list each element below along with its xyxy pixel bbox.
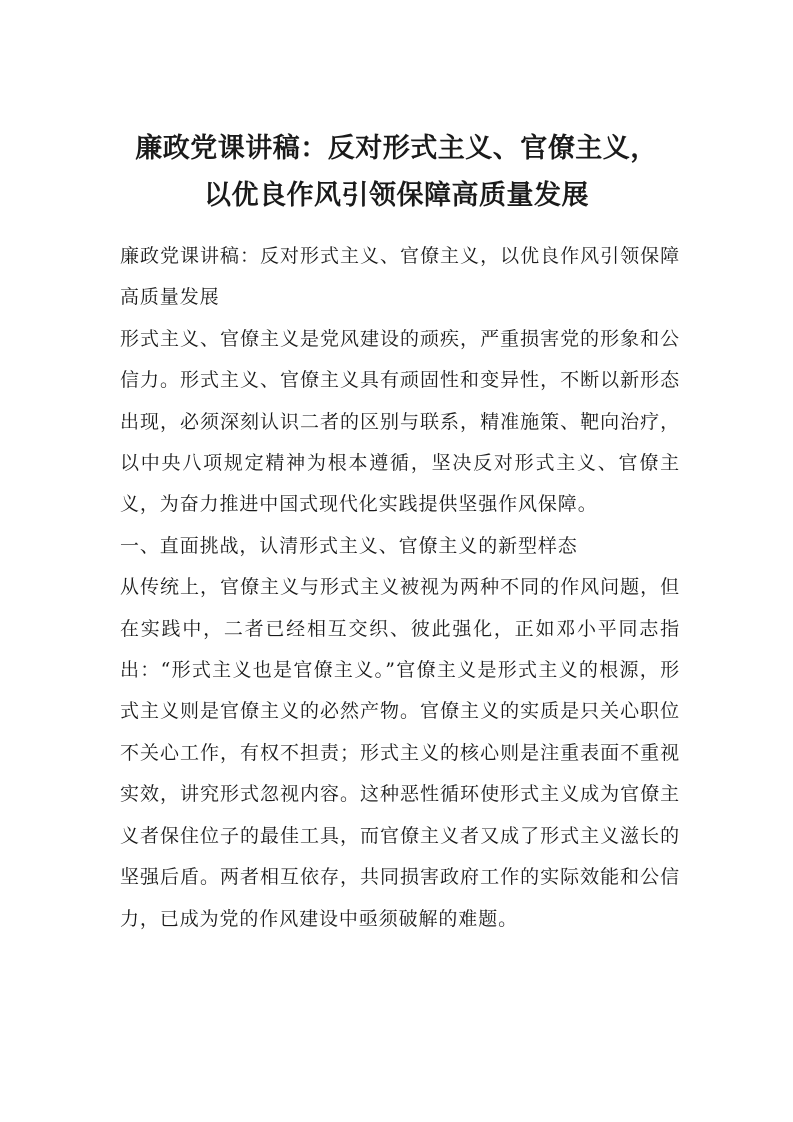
paragraph-intro: 形式主义、官僚主义是党风建设的顽疾，严重损害党的形象和公信力。形式主义、官僚主义具有顽固性和变异性，不断以新形态出现，必须深刻认识二者的区别与联系，精准施策、靶向治疗，以中央八项规定精神为根本遵循，坚决反对形式主义、官僚主义，为奋力推进中国式现代化实践提供坚强作风保障。 (120, 327, 680, 516)
paragraph-subtitle: 廉政党课讲稿：反对形式主义、官僚主义，以优良作风引领保障高质量发展 (120, 245, 680, 309)
paragraph-section-1: 从传统上，官僚主义与形式主义被视为两种不同的作风问题，但在实践中，二者已经相互交织、彼此强化，正如邓小平同志指出：“形式主义也是官僚主义。”官僚主义是形式主义的根源，形式主义则是官僚主义的必然产物。官僚主义的实质是只关心职位不关心工作，有权不担责；形式主义的核心则是注重表面不重视实效，讲究形式忽视内容。这种恶性循环使形式主义成为官僚主义者保住位子的最佳工具，而官僚主义者又成了形式主义滋长的坚强后盾。两者相互依存，共同损害政府工作的实际效能和公信力，已成为党的作风建设中亟须破解的难题。 (120, 576, 680, 930)
document-body (120, 236, 680, 940)
section-heading: 一、直面挑战，认清形式主义、官僚主义的新型样态 (120, 534, 578, 557)
document-title-line-2: 以优良作风引领保障高质量发展 (204, 180, 589, 211)
document-title-line-1: 廉政党课讲稿：反对形式主义、官僚主义， (135, 133, 658, 164)
